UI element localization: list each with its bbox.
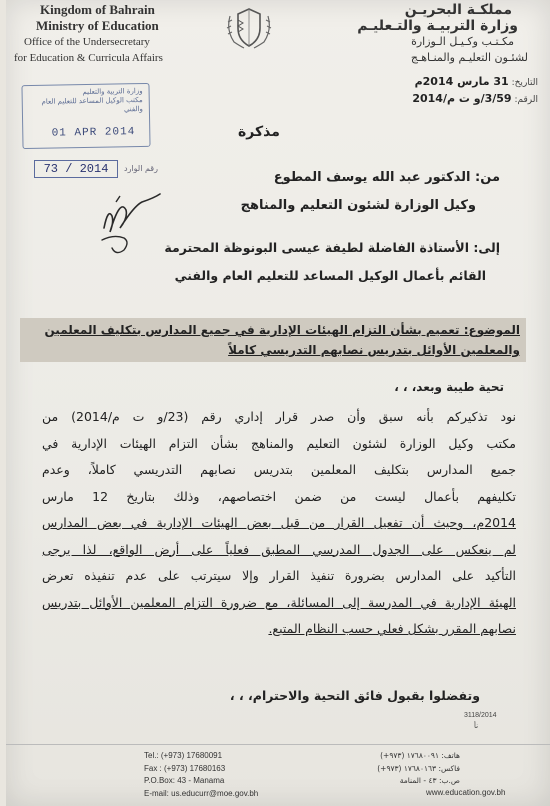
greeting: تحية طيبة وبعد، ، ، bbox=[394, 380, 504, 394]
body-line-3: جميع المدارس بتكليف المعلمين بتدريس نصابهم التدريسي كاملاً، وعدم bbox=[42, 462, 516, 477]
subject-block bbox=[20, 318, 526, 362]
body-line-4: تكليفهم بأعمال ليست من ضمن اختصاصهم، وذلك بتاريخ 12 مارس bbox=[42, 488, 517, 504]
footer-english bbox=[144, 750, 294, 800]
body-line-9: نصابهم المقرر بشكل فعلي حسب النظام المتبع. bbox=[268, 621, 516, 636]
body-line-1: نود تذكيركم بأنه سبق وأن صدر قرار إداري رقم (23/و ت م/2014) من bbox=[42, 409, 517, 424]
stamp-date: 01 APR 2014 bbox=[51, 126, 136, 140]
from-name: من: الدكتور عبد الله يوسف المطوع bbox=[273, 170, 500, 185]
footer-ar-tel: هاتف: ١٧٦٨٠٠٩١ (٩٧٣+) bbox=[380, 751, 460, 760]
footer-tel: Tel.: (+973) 17680091 bbox=[144, 751, 223, 760]
date-line bbox=[368, 74, 538, 91]
incoming-ref-box: 73 / 2014 bbox=[34, 160, 118, 178]
stamp-line-office: مكتب الوكيل المساعد للتعليم العام والفني bbox=[41, 96, 143, 114]
received-stamp bbox=[21, 83, 150, 149]
file-number: 3118/2014 bbox=[464, 712, 497, 719]
coat-of-arms-icon bbox=[224, 6, 274, 50]
closing-line: وتفضلوا بقبول فائق التحية والاحترام، ، ، bbox=[229, 688, 480, 703]
subject-line-1: الموضوع: تعميم بشأن التزام الهيئات الإدارية في جميع المدارس بتكليف المعلمين bbox=[44, 323, 520, 337]
letterhead-ar-office: مكـتـب وكـيـل الـوزارة bbox=[411, 35, 514, 48]
body-line-7: التأكيد على المدارس بضرورة تنفيذ القرار وإلا سيترتب على عدم تنفيذه تعرض bbox=[42, 568, 516, 583]
body-line-6: لم ينعكس على الجدول المدرسي المطبق فعلياً على أرض الواقع، لذا يرجى bbox=[42, 541, 516, 557]
incoming-ref bbox=[28, 160, 178, 182]
footer-divider bbox=[6, 744, 550, 745]
letterhead-ministry: Ministry of Education bbox=[36, 18, 159, 33]
ref-line bbox=[368, 91, 538, 108]
footer-website: www.education.gov.bh bbox=[426, 788, 506, 797]
letterhead-english bbox=[14, 2, 214, 66]
body-line-2: مكتب وكيل الوزارة لشئون التعليم والمناهج بشأن التزام الهيئات الإدارية في bbox=[42, 435, 516, 451]
to-name: إلى: الأستاذة الفاضلة لطيفة عيسى البونوظة المحترمة bbox=[164, 240, 500, 255]
ref-label: الرقم: bbox=[514, 95, 538, 105]
letterhead-ar-kingdom: مملكـة البحريـن bbox=[404, 2, 512, 18]
incoming-ref-label: رقم الوارد bbox=[124, 164, 158, 173]
footer-email: E-mail: us.educurr@moe.gov.bh bbox=[144, 788, 259, 798]
handwritten-signature bbox=[94, 188, 174, 260]
subject-line-2: والمعلمين الأوائل بتدريس نصابهم التدريسي كاملاً bbox=[228, 343, 520, 357]
letter-page bbox=[6, 0, 550, 806]
letterhead-arabic bbox=[342, 2, 542, 66]
date-label: التاريخ: bbox=[511, 78, 538, 88]
letter-meta bbox=[368, 74, 538, 108]
footer-ar-fax: فاكس: ١٧٦٨٠١٦٣ (٩٧٣+) bbox=[377, 763, 460, 773]
letterhead-office: Office of the Undersecretary bbox=[24, 36, 150, 48]
to-title: القائم بأعمال الوكيل المساعد للتعليم العام والفني bbox=[174, 268, 486, 283]
ref-value: 3/59/و ت م/2014 bbox=[412, 92, 512, 105]
stamp-line-ministry: وزارة التربية والتعليم bbox=[82, 87, 143, 97]
date-value: 31 مارس 2014م bbox=[414, 75, 509, 88]
body-paragraph bbox=[42, 404, 516, 643]
footer-pobox: P.O.Box: 43 - Manama bbox=[144, 776, 225, 785]
memo-title: مذكرة bbox=[238, 124, 280, 140]
typist-initials: نأ bbox=[474, 723, 479, 730]
letterhead-affairs: for Education & Curricula Affairs bbox=[14, 52, 163, 64]
letterhead-ar-affairs: لشئـون التعليـم والمنـاهـج bbox=[410, 51, 528, 64]
body-line-5: 2014م، وحيث أن تفعيل القرار من قبل بعض الهيئات الإدارية في بعض المدارس bbox=[42, 515, 516, 530]
letterhead-ar-ministry: وزارة التربيـة والتـعليـم bbox=[357, 18, 518, 34]
footer-arabic bbox=[310, 750, 460, 788]
body-line-8: الهيئة الإدارية في المدرسة إلى المسائلة، مع ضرورة التزام المعلمين الأوائل بتدريس bbox=[42, 594, 516, 610]
from-title: وكيل الوزارة لشئون التعليم والمناهج bbox=[240, 198, 476, 213]
letterhead-kingdom: Kingdom of Bahrain bbox=[40, 2, 155, 17]
footer-ar-pobox: ص.ب: ٤٣ - المنامة bbox=[399, 776, 460, 785]
footer-fax: Fax : (+973) 17680163 bbox=[144, 763, 226, 773]
